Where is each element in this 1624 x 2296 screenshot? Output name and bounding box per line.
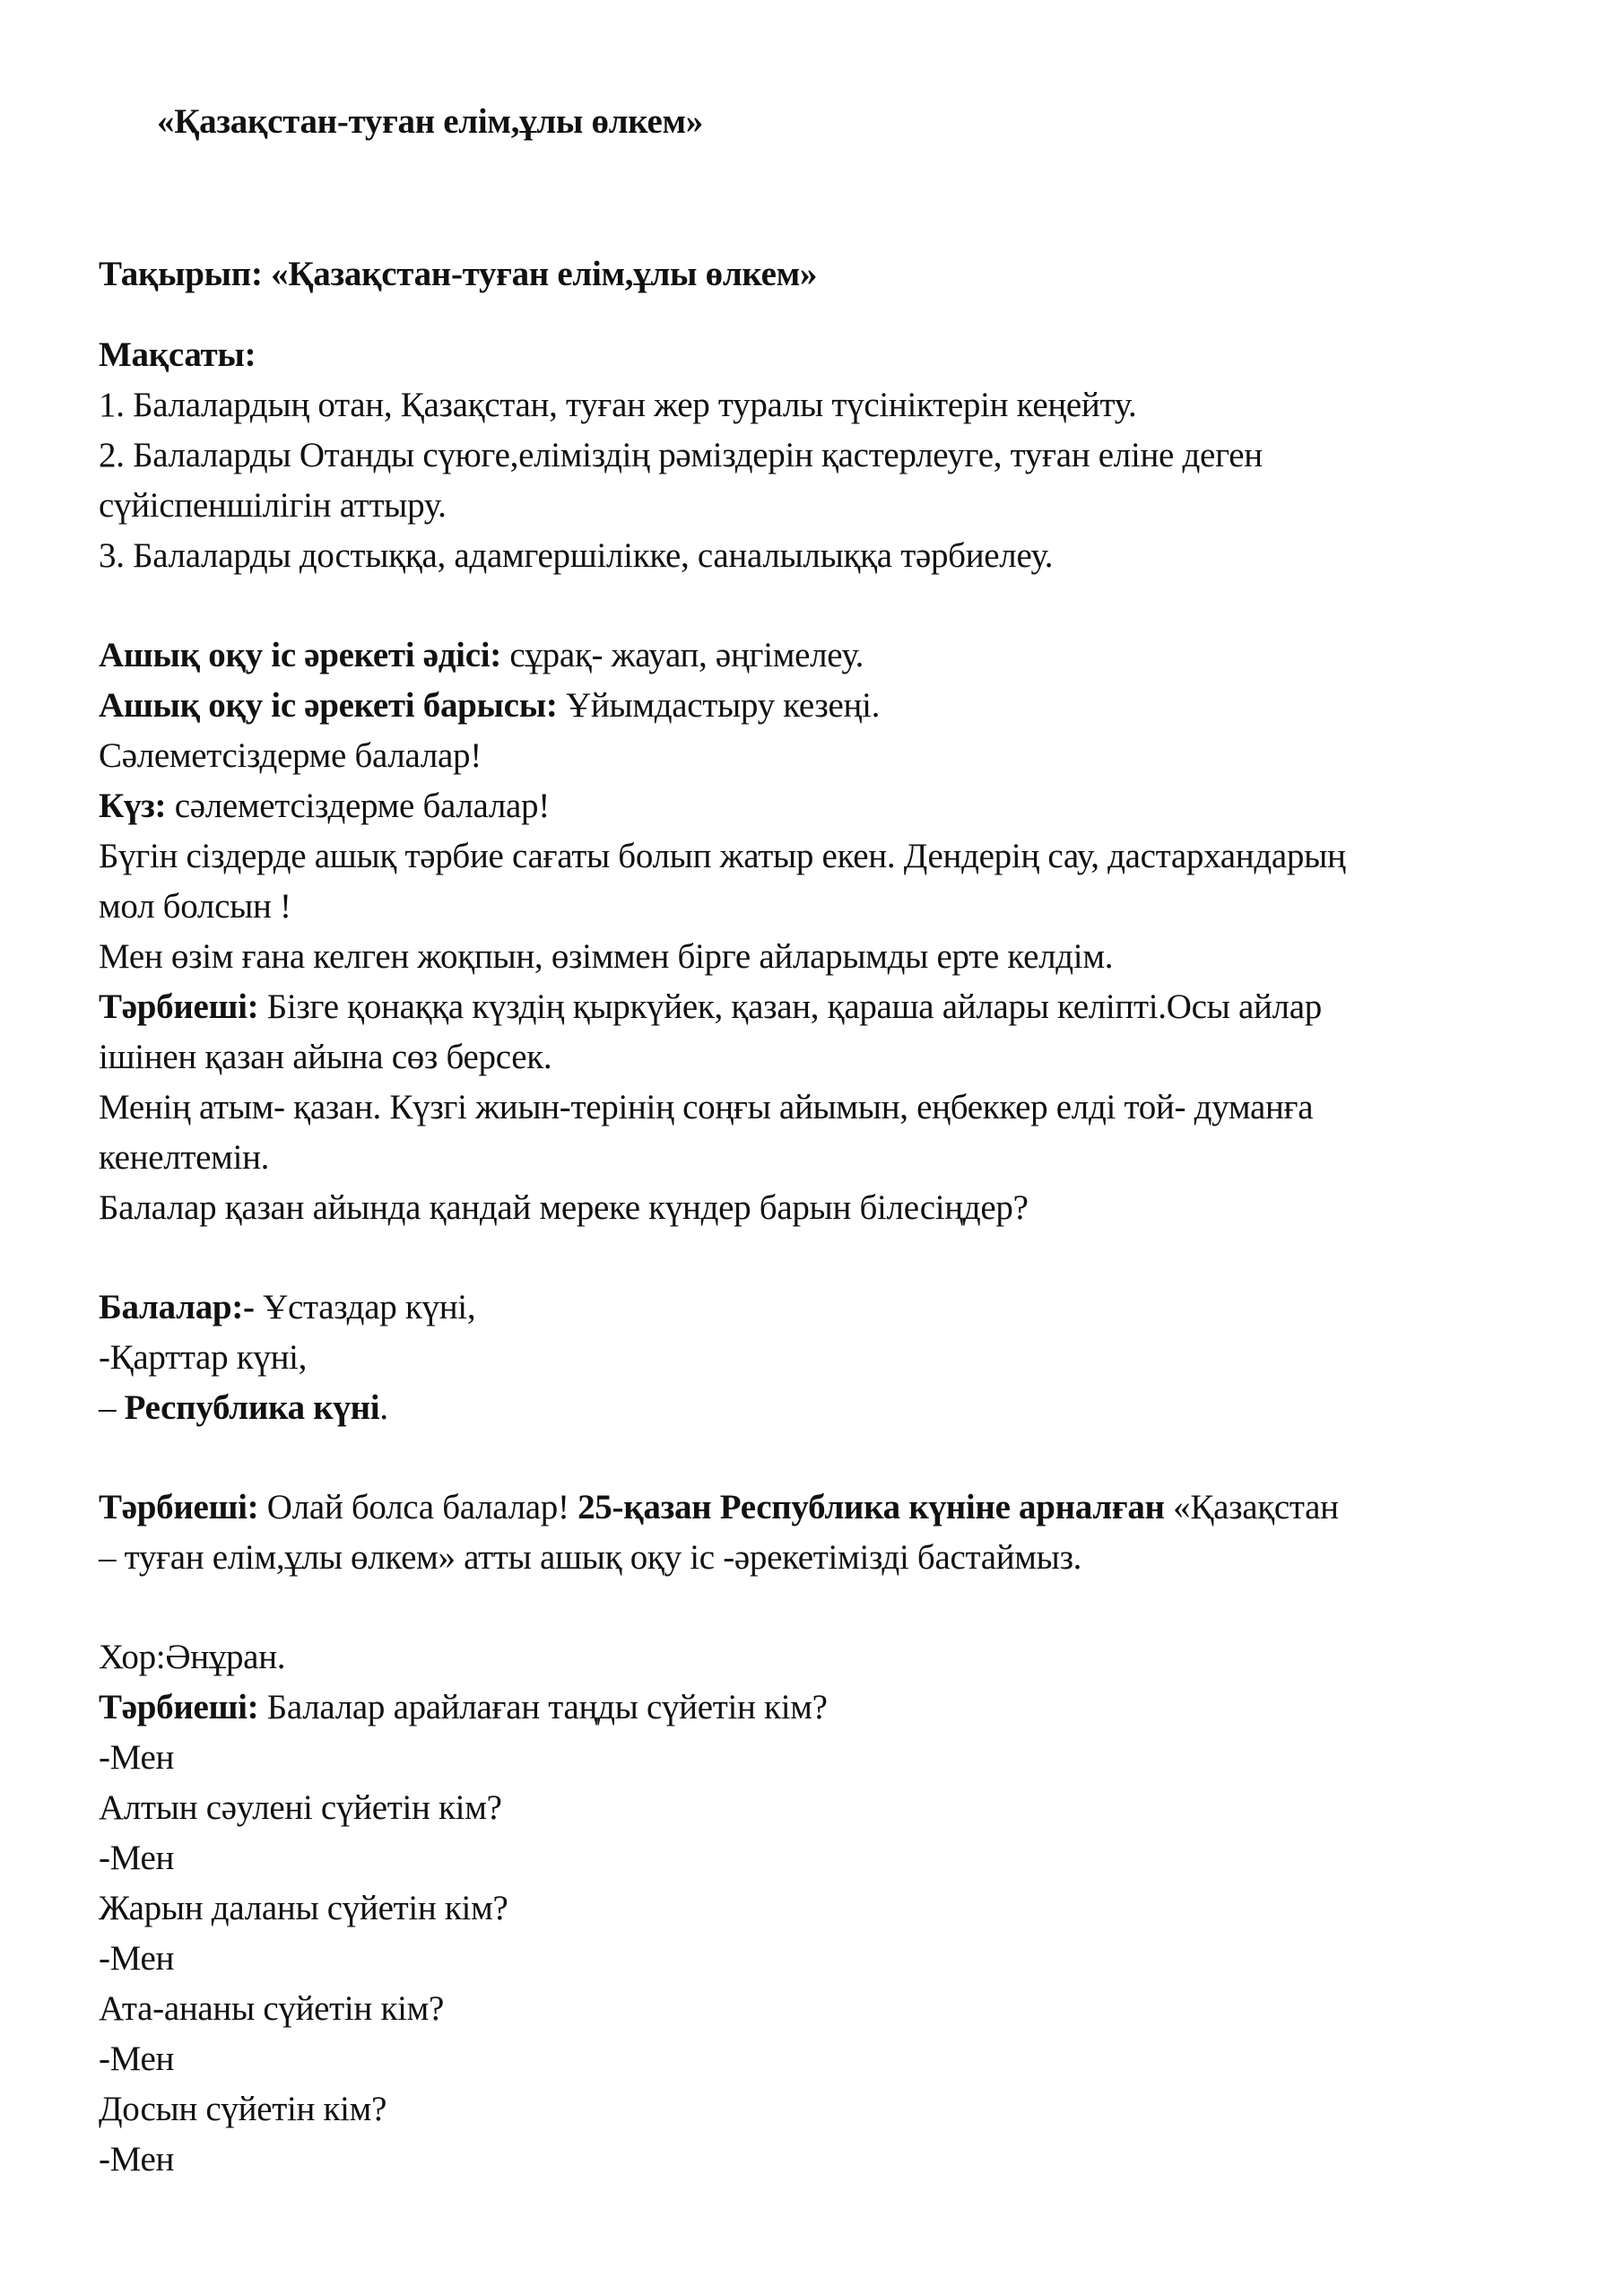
teacher-text: Бізге қонаққа күздің қыркүйек, қазан, қараша айлары келіпті.Осы айлар bbox=[258, 987, 1322, 1026]
dialogue-line: Досын сүйетін кім? bbox=[99, 2090, 387, 2128]
teacher-line-cont: – туған елім,ұлы өлкем» атты ашық оқу іс -әрекетімізді бастаймыз. bbox=[99, 1538, 1082, 1577]
teacher-line bbox=[99, 986, 1322, 1029]
dialogue-line: -Мен bbox=[99, 2039, 175, 2078]
teacher-label: Тәрбиеші: bbox=[99, 987, 259, 1026]
children-line bbox=[99, 1286, 475, 1329]
autumn-line bbox=[99, 785, 550, 828]
autumn-speech-line: Бүгін сіздерде ашық тәрбие сағаты болып жатыр екен. Дендерің сау, дастархандарың bbox=[99, 837, 1346, 875]
topic-value: «Қазақстан-туған елім,ұлы өлкем» bbox=[262, 255, 818, 293]
process-value: Ұйымдастыру кезеңі. bbox=[557, 686, 881, 725]
children-label: Балалар:- bbox=[99, 1288, 255, 1326]
dash-prefix: – bbox=[99, 1388, 125, 1427]
dialogue-line: Алтын сәулені сүйетін кім? bbox=[99, 1788, 502, 1827]
goals-heading: Мақсаты: bbox=[99, 335, 256, 374]
teacher-line-cont: ішінен қазан айына сөз берсек. bbox=[99, 1038, 552, 1076]
republic-day: Республика күні bbox=[124, 1388, 380, 1427]
dialogue-line: -Мен bbox=[99, 1839, 175, 1877]
greeting-line: Сәлеметсіздерме балалар! bbox=[99, 736, 482, 775]
method-label: Ашық оқу іс әрекеті әдісі: bbox=[99, 636, 501, 674]
teacher-label: Тәрбиеші: bbox=[99, 1488, 259, 1526]
goal-item: сүйіспеншілігін аттыру. bbox=[99, 486, 447, 525]
topic-line bbox=[99, 253, 817, 296]
october-speech-line: кенелтемін. bbox=[99, 1138, 270, 1177]
teacher-label: Тәрбиеші: bbox=[99, 1688, 259, 1726]
autumn-label: Күз: bbox=[99, 787, 167, 825]
children-answer-line: -Қарттар күні, bbox=[99, 1338, 308, 1377]
dialogue-line: -Мен bbox=[99, 2140, 175, 2179]
process-line bbox=[99, 684, 880, 727]
teacher-bold-text: 25-қазан Республика күніне арналған bbox=[578, 1488, 1165, 1526]
autumn-speech-line: Мен өзім ғана келген жоқпын, өзіммен бірге айларымды ерте келдім. bbox=[99, 937, 1114, 976]
period: . bbox=[379, 1388, 388, 1427]
method-line bbox=[99, 634, 864, 677]
autumn-value: сәлеметсіздерме балалар! bbox=[166, 787, 550, 825]
autumn-speech-line: мол болсын ! bbox=[99, 887, 291, 926]
document-title: «Қазақстан-туған елім,ұлы өлкем» bbox=[157, 102, 703, 141]
teacher-text: «Қазақстан bbox=[1164, 1488, 1339, 1526]
topic-label: Тақырып: bbox=[99, 255, 263, 293]
dialogue-line: -Мен bbox=[99, 1939, 175, 1978]
dialogue-line: -Мен bbox=[99, 1738, 175, 1777]
children-answer-line bbox=[99, 1387, 388, 1430]
children-answer: Ұстаздар күні, bbox=[254, 1288, 476, 1326]
method-value: сұрақ- жауап, әңгімелеу. bbox=[500, 636, 864, 674]
teacher-line bbox=[99, 1686, 828, 1729]
dialogue-line: Жарын даланы сүйетін кім? bbox=[99, 1889, 508, 1927]
choir-line: Хор:Әнұран. bbox=[99, 1638, 286, 1676]
teacher-text: Олай болса балалар! bbox=[258, 1488, 578, 1526]
october-speech-line: Менің атым- қазан. Күзгі жиын-терінің соңғы айымын, еңбеккер елді той- думанға bbox=[99, 1088, 1314, 1126]
goal-item: 1. Балалардың отан, Қазақстан, туған жер туралы түсініктерін кеңейту. bbox=[99, 386, 1137, 424]
goal-item: 2. Балаларды Отанды сүюге,еліміздің рәміздерін қастерлеуге, туған еліне деген bbox=[99, 436, 1263, 474]
teacher-question: Балалар арайлаған таңды сүйетін кім? bbox=[258, 1688, 828, 1726]
goal-item: 3. Балаларды достыққа, адамгершілікке, саналылыққа тәрбиелеу. bbox=[99, 536, 1054, 575]
process-label: Ашық оқу іс әрекеті барысы: bbox=[99, 686, 558, 725]
teacher-line bbox=[99, 1486, 1339, 1529]
october-speech-line: Балалар қазан айында қандай мереке күндер барын білесіңдер? bbox=[99, 1188, 1029, 1227]
dialogue-line: Ата-ананы сүйетін кім? bbox=[99, 1989, 445, 2028]
